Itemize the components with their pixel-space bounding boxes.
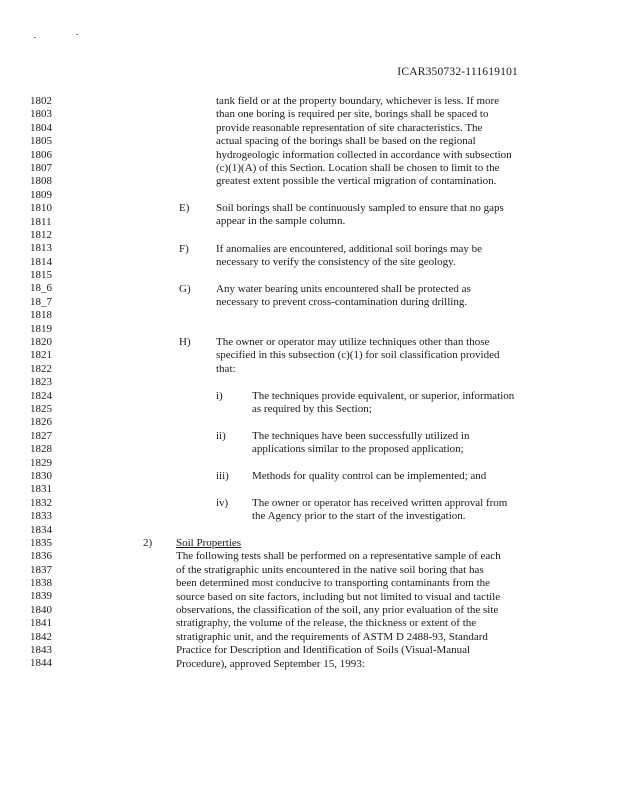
text-line: hydrogeologic information collected in accordance with subsection (216, 148, 512, 161)
line-number: 1823 (30, 376, 52, 389)
line-number: 1840 (30, 603, 52, 616)
sub-iv-text (252, 497, 507, 524)
line-number: 1804 (30, 121, 52, 134)
line-number: 1835 (30, 536, 52, 549)
line-number: 1820 (30, 336, 52, 349)
line-number: 1811 (30, 215, 52, 228)
text-line: The techniques have been successfully utilized in (252, 430, 470, 442)
sub-iv-marker: iv) (216, 497, 229, 509)
item-g-marker: G) (179, 283, 191, 295)
line-number: 1803 (30, 108, 52, 121)
line-number: 1805 (30, 135, 52, 148)
text-line: tank field or at the property boundary, whichever is less. If more (216, 95, 500, 107)
line-number: 1813 (30, 242, 52, 255)
text-line: Practice for Description and Identification of Soils (Visual-Manual (176, 644, 471, 657)
item-h-text (216, 336, 499, 376)
line-number: 1836 (30, 550, 52, 563)
text-line: The owner or operator has received written approval from (252, 497, 508, 509)
line-number: 1810 (30, 202, 52, 215)
line-number: 1809 (30, 188, 52, 201)
line-number: 1828 (30, 443, 52, 456)
sub-ii-marker: ii) (216, 430, 226, 442)
line-number: 1815 (30, 269, 52, 282)
item-g-text (216, 283, 471, 310)
item-f-text (216, 243, 482, 270)
line-number: 1834 (30, 523, 52, 536)
item-e-text (216, 202, 504, 229)
line-number: 1807 (30, 161, 52, 174)
text-line: observations, the classification of the soil, any prior evaluation of the site (176, 604, 499, 617)
text-line: necessary to verify the consistency of the site geology. (216, 256, 456, 269)
text-line: of the stratigraphic units encountered in the native soil boring that has (176, 563, 484, 576)
section-2-marker: 2) (143, 537, 153, 549)
text-line: been determined most conducive to transporting contaminants from the (176, 577, 491, 590)
text-line: source based on site factors, including but not limited to visual and tactile (176, 590, 501, 603)
line-number: 1806 (30, 148, 52, 161)
line-number: 1826 (30, 416, 52, 429)
line-number: 1825 (30, 402, 52, 415)
text-line: stratigraphy, the volume of the release, the thickness or extent of the (176, 617, 477, 630)
text-line: (c)(1)(A) of this Section. Location shall be chosen to limit to the (216, 162, 500, 175)
text-line: the Agency prior to the start of the investigation. (252, 510, 466, 523)
text-line: actual spacing of the borings shall be based on the regional (216, 135, 476, 148)
line-number: 1819 (30, 322, 52, 335)
text-line: The following tests shall be performed on a representative sample of each (176, 550, 501, 563)
item-h-marker: H) (179, 336, 191, 348)
section-title: Soil Properties (176, 537, 242, 549)
line-number: 1837 (30, 563, 52, 576)
sub-iii-marker: iii) (216, 470, 229, 482)
text-line: specified in this subsection (c)(1) for soil classification provided (216, 349, 500, 362)
text-line: applications similar to the proposed application; (252, 443, 464, 456)
line-number: 1841 (30, 617, 52, 630)
text-line: Methods for quality control can be implemented; and (252, 470, 487, 482)
line-number: 1839 (30, 590, 52, 603)
text-line: The techniques provide equivalent, or superior, information (252, 390, 515, 402)
sub-i-text (252, 390, 514, 417)
scan-speck-marks (30, 34, 90, 42)
text-line: as required by this Section; (252, 403, 372, 416)
line-number: 1832 (30, 496, 52, 509)
line-number: 1827 (30, 429, 52, 442)
line-number: 1830 (30, 469, 52, 482)
line-number: 1812 (30, 228, 52, 241)
line-number: 1818 (30, 309, 52, 322)
line-number: 1808 (30, 175, 52, 188)
line-number: 1814 (30, 255, 52, 268)
text-line: stratigraphic unit, and the requirements of ASTM D 2488-93, Standard (176, 630, 488, 643)
text-line: The owner or operator may utilize techniques other than those (216, 336, 490, 348)
line-number: 18_7 (30, 295, 52, 308)
line-number: 1842 (30, 630, 52, 643)
text-line: necessary to prevent cross-contamination during drilling. (216, 296, 468, 309)
item-e-marker: E) (179, 202, 190, 214)
line-number: 1822 (30, 362, 52, 375)
line-number: 1821 (30, 349, 52, 362)
text-line: greatest extent possible the vertical migration of contamination. (216, 175, 497, 188)
text-line: Procedure), approved September 15, 1993: (176, 657, 365, 670)
sub-i-marker: i) (216, 390, 223, 402)
line-number-column (30, 95, 52, 671)
document-id-header: ICAR350732-111619101 (397, 66, 518, 78)
text-line: Soil borings shall be continuously sampled to ensure that no gaps (216, 202, 504, 214)
text-line: Any water bearing units encountered shall be protected as (216, 283, 471, 295)
text-line: that: (216, 362, 236, 375)
text-line: appear in the sample column. (216, 215, 346, 228)
line-number: 1833 (30, 510, 52, 523)
text-line: provide reasonable representation of site characteristics. The (216, 121, 483, 134)
sub-iii-text (252, 470, 486, 483)
section-2-text (176, 537, 501, 671)
line-number: 1831 (30, 483, 52, 496)
sub-ii-text (252, 430, 469, 457)
line-number: 1843 (30, 644, 52, 657)
text-line: If anomalies are encountered, additional soil borings may be (216, 243, 483, 255)
line-number: 18_6 (30, 282, 52, 295)
line-number: 1829 (30, 456, 52, 469)
line-number: 1802 (30, 95, 52, 107)
line-number: 1838 (30, 577, 52, 590)
continuation-paragraph (216, 95, 512, 189)
line-number: 1844 (30, 657, 52, 670)
text-line: than one boring is required per site, borings shall be spaced to (216, 108, 489, 121)
line-number: 1824 (30, 389, 52, 402)
item-f-marker: F) (179, 243, 189, 255)
